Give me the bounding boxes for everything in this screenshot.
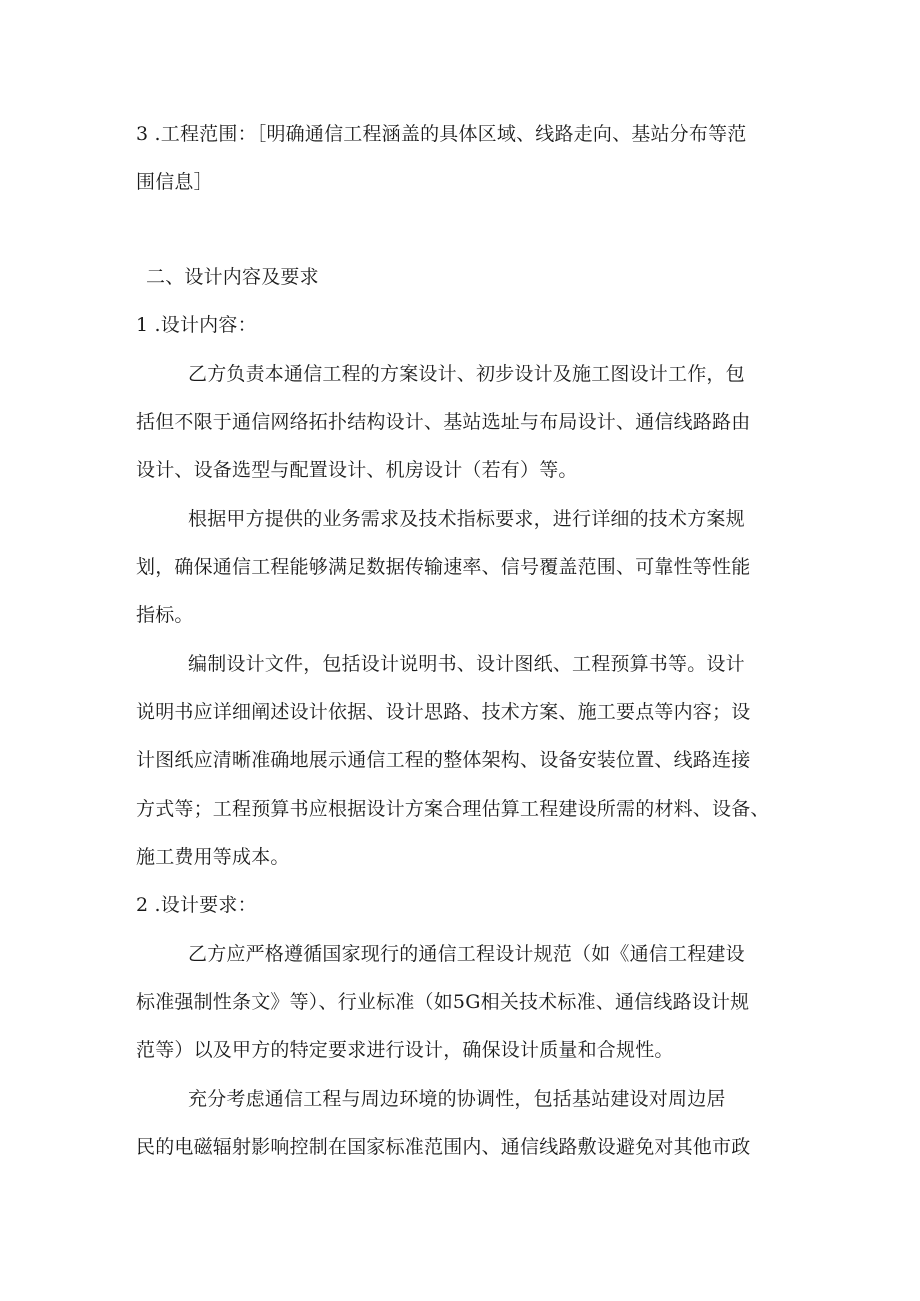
paragraph-line: 说明书应详细阐述设计依据、设计思路、技术方案、施工要点等内容；设 bbox=[136, 701, 751, 723]
design-content-title: 1 .设计内容： bbox=[136, 314, 257, 336]
scope-item-line-2: 围信息］ bbox=[136, 171, 213, 193]
paragraph-line: 计图纸应清晰准确地展示通信工程的整体架构、设备安装位置、线路连接 bbox=[136, 749, 751, 771]
section-heading: 二、设计内容及要求 bbox=[146, 266, 319, 288]
paragraph-line: 指标。 bbox=[136, 604, 194, 626]
design-requirements-title: 2 .设计要求： bbox=[136, 894, 257, 916]
paragraph-line: 乙方负责本通信工程的方案设计、初步设计及施工图设计工作，包 bbox=[188, 363, 745, 385]
paragraph-line: 划，确保通信工程能够满足数据传输速率、信号覆盖范围、可靠性等性能 bbox=[136, 556, 751, 578]
paragraph-line: 设计、设备选型与配置设计、机房设计（若有）等。 bbox=[136, 459, 578, 481]
paragraph-line: 标准强制性条文》等）、行业标准（如5G相关技术标准、通信线路设计规 bbox=[136, 991, 750, 1013]
paragraph-line: 根据甲方提供的业务需求及技术指标要求，进行详细的技术方案规 bbox=[188, 508, 745, 530]
paragraph-line: 编制设计文件，包括设计说明书、设计图纸、工程预算书等。设计 bbox=[188, 653, 745, 675]
paragraph-line: 范等）以及甲方的特定要求进行设计，确保设计质量和合规性。 bbox=[136, 1039, 674, 1061]
paragraph-line: 乙方应严格遵循国家现行的通信工程设计规范（如《通信工程建设 bbox=[188, 943, 745, 965]
paragraph-line: 施工费用等成本。 bbox=[136, 846, 290, 868]
paragraph-line: 民的电磁辐射影响控制在国家标准范围内、通信线路敷设避免对其他市政 bbox=[136, 1136, 751, 1158]
scope-item-line-1: 3 .工程范围：［明确通信工程涵盖的具体区域、线路走向、基站分布等范 bbox=[136, 123, 747, 145]
paragraph-line: 充分考虑通信工程与周边环境的协调性，包括基站建设对周边居 bbox=[188, 1088, 726, 1110]
paragraph-line: 方式等；工程预算书应根据设计方案合理估算工程建设所需的材料、设备、 bbox=[136, 798, 770, 820]
paragraph-line: 括但不限于通信网络拓扑结构设计、基站选址与布局设计、通信线路路由 bbox=[136, 411, 751, 433]
